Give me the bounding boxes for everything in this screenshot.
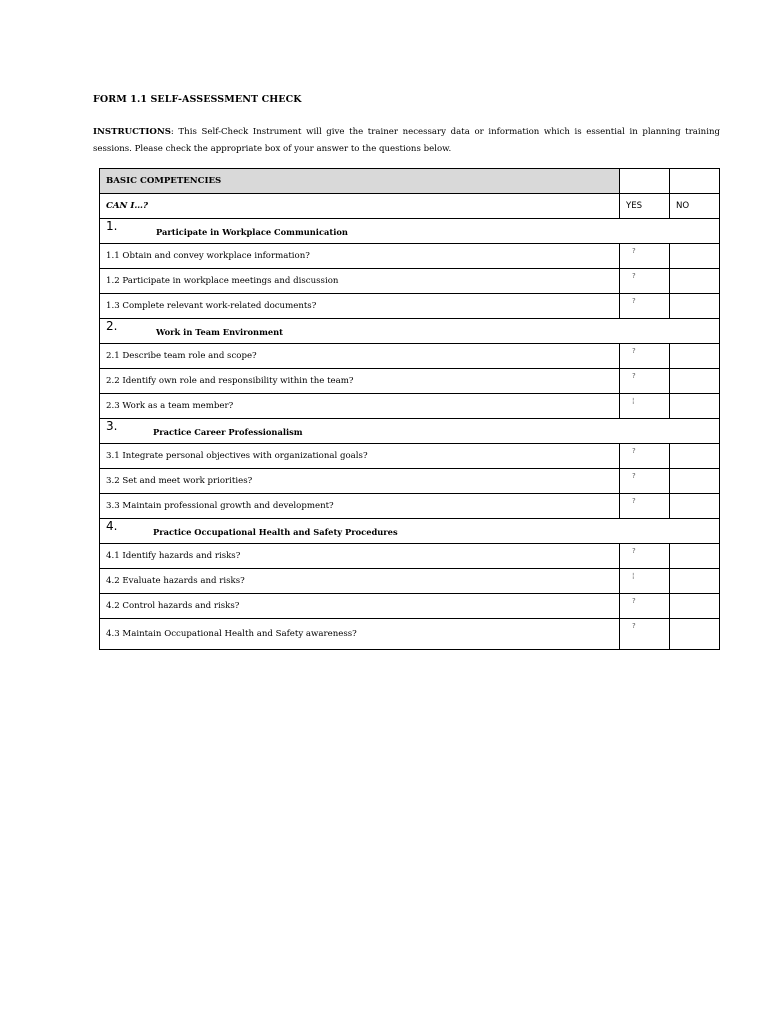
table-row [100,394,720,419]
yes-checkbox[interactable] [620,544,670,569]
section-title: Practice Career Professionalism [153,427,303,437]
table-row [100,594,720,619]
no-header-blank [670,169,720,194]
checkmark-placeholder-icon: ? [632,272,636,280]
can-i-label: CAN I…? [100,194,620,219]
table-row [100,269,720,294]
yes-checkbox[interactable] [620,369,670,394]
instructions-label: INSTRUCTIONS [93,127,171,137]
question-text: 3.1 Integrate personal objectives with organizational goals? [100,444,620,469]
checkmark-placeholder-icon: ? [632,547,636,555]
question-text: 3.3 Maintain professional growth and development? [100,494,620,519]
table-row [100,344,720,369]
no-checkbox[interactable] [670,344,720,369]
self-check-table [99,168,720,650]
table-row [100,294,720,319]
yes-checkbox[interactable] [620,494,670,519]
yes-checkbox[interactable] [620,594,670,619]
section-number: 4. [106,519,118,533]
section-row [100,319,720,344]
question-text: 4.1 Identify hazards and risks? [100,544,620,569]
table-row [100,469,720,494]
question-text: 4.2 Evaluate hazards and risks? [100,569,620,594]
checkmark-placeholder-icon: ¦ [632,572,635,580]
section-title: Practice Occupational Health and Safety Procedures [153,527,398,537]
no-checkbox[interactable] [670,619,720,650]
checkmark-placeholder-icon: ? [632,622,636,630]
table-row [100,569,720,594]
question-text: 2.1 Describe team role and scope? [100,344,620,369]
form-title: FORM 1.1 SELF-ASSESSMENT CHECK [93,94,302,105]
section-heading [100,519,720,544]
instructions-text: : This Self-Check Instrument will give the trainer necessary data or information which is essential in planning training sessions. Please check the appropriate box of your answer to the questions below. [93,127,720,154]
no-checkbox[interactable] [670,569,720,594]
no-checkbox[interactable] [670,369,720,394]
section-title: Work in Team Environment [156,327,283,337]
yes-checkbox[interactable] [620,619,670,650]
table-row [100,619,720,650]
section-number: 2. [106,319,118,333]
no-checkbox[interactable] [670,494,720,519]
table-header-row [100,169,720,194]
checkmark-placeholder-icon: ? [632,297,636,305]
checkmark-placeholder-icon: ? [632,447,636,455]
no-checkbox[interactable] [670,594,720,619]
table-row [100,369,720,394]
question-text: 2.2 Identify own role and responsibility within the team? [100,369,620,394]
checkmark-placeholder-icon: ? [632,372,636,380]
checkmark-placeholder-icon: ¦ [632,397,635,405]
section-heading [100,219,720,244]
yes-checkbox[interactable] [620,569,670,594]
yes-checkbox[interactable] [620,344,670,369]
no-checkbox[interactable] [670,269,720,294]
no-checkbox[interactable] [670,469,720,494]
question-text: 1.2 Participate in workplace meetings and discussion [100,269,620,294]
question-text: 4.3 Maintain Occupational Health and Safety awareness? [100,619,620,650]
section-row [100,519,720,544]
yes-checkbox[interactable] [620,394,670,419]
no-checkbox[interactable] [670,544,720,569]
instructions-paragraph [93,124,720,158]
table-row [100,544,720,569]
table-row [100,494,720,519]
question-text: 2.3 Work as a team member? [100,394,620,419]
checkmark-placeholder-icon: ? [632,347,636,355]
yes-checkbox[interactable] [620,294,670,319]
yes-header-blank [620,169,670,194]
question-text: 1.1 Obtain and convey workplace information? [100,244,620,269]
no-checkbox[interactable] [670,394,720,419]
can-i-row [100,194,720,219]
section-number: 1. [106,219,118,233]
section-heading [100,319,720,344]
no-checkbox[interactable] [670,244,720,269]
yes-column-label: YES [620,194,670,219]
checkmark-placeholder-icon: ? [632,497,636,505]
checkmark-placeholder-icon: ? [632,472,636,480]
section-number: 3. [106,419,118,433]
no-column-label: NO [670,194,720,219]
no-checkbox[interactable] [670,444,720,469]
question-text: 1.3 Complete relevant work-related documents? [100,294,620,319]
table-row [100,244,720,269]
section-title: Participate in Workplace Communication [156,227,348,237]
section-row [100,219,720,244]
section-row [100,419,720,444]
table-row [100,444,720,469]
section-heading [100,419,720,444]
no-checkbox[interactable] [670,294,720,319]
yes-checkbox[interactable] [620,469,670,494]
yes-checkbox[interactable] [620,269,670,294]
question-text: 4.2 Control hazards and risks? [100,594,620,619]
question-text: 3.2 Set and meet work priorities? [100,469,620,494]
checkmark-placeholder-icon: ? [632,247,636,255]
basic-competencies-header: BASIC COMPETENCIES [100,169,620,194]
checkmark-placeholder-icon: ? [632,597,636,605]
yes-checkbox[interactable] [620,444,670,469]
yes-checkbox[interactable] [620,244,670,269]
